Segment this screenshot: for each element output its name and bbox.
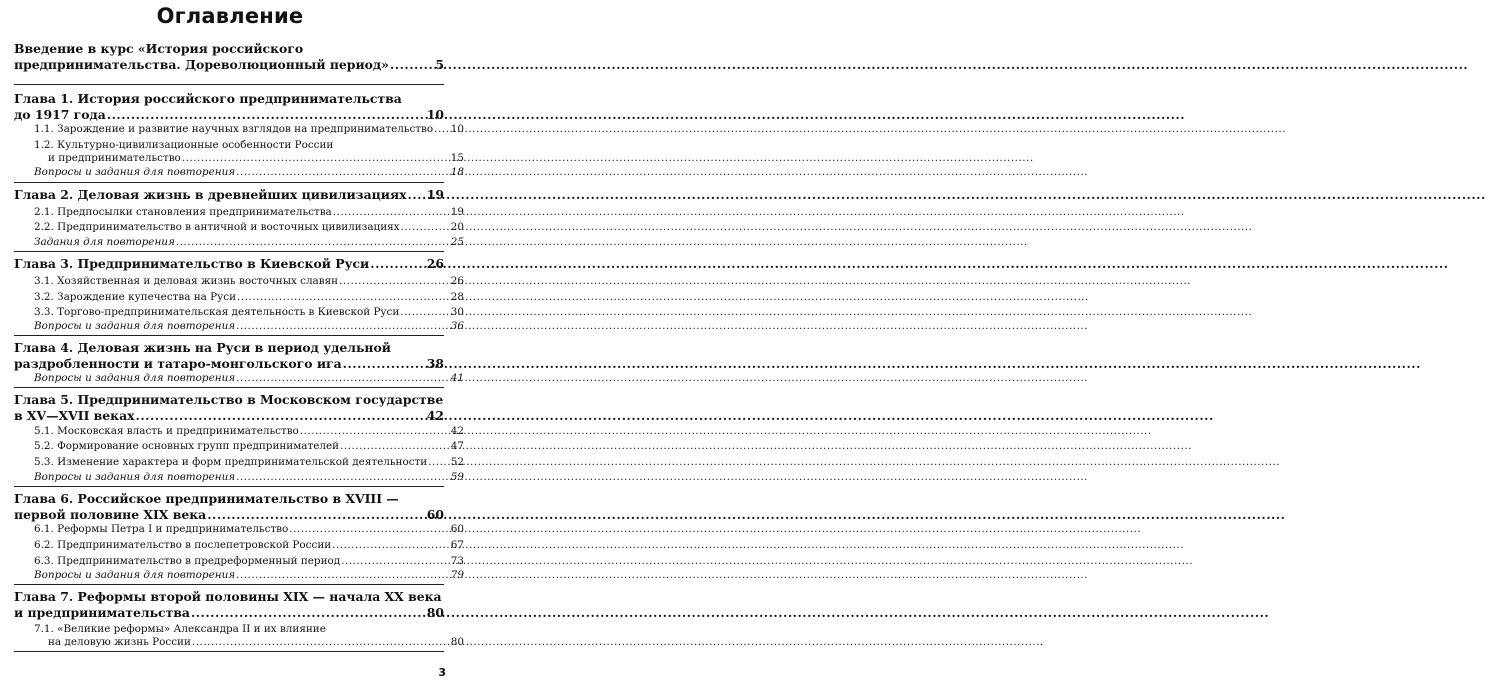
toc-section-3-3[interactable] [14,306,464,319]
dot-leader [176,236,450,249]
dot-leader [370,256,426,272]
toc-page-number: 28 [450,291,464,303]
toc-section-title: 2.2. Предпринимательство в античной и восточных цивилизациях [34,221,400,233]
dot-leader [236,471,450,484]
toc-section-3-1[interactable] [14,275,464,288]
toc-section-6-2[interactable] [14,539,464,552]
page-number: 3 [438,666,446,679]
toc-section-2-1[interactable] [14,206,464,219]
toc-chapter-3[interactable] [14,256,444,272]
toc-entry-title: Введение в курс «История российского [14,41,304,56]
dot-leader [408,187,426,203]
dot-leader [341,555,450,568]
toc-section-2-2[interactable] [14,221,464,234]
toc-section-title: 3.2. Зарождение купечества на Руси [34,291,237,303]
dot-leader [343,356,426,372]
toc-page-number: 10 [450,123,464,135]
dot-leader [434,123,450,136]
page-title: Оглавление [156,4,304,28]
toc-section-6-3[interactable] [14,555,464,568]
toc-chapter-title-cont: до 1917 года [14,106,106,122]
toc-review-questions-5[interactable] [14,471,464,484]
toc-section-5-2[interactable] [14,440,464,453]
toc-page-number: 36 [450,320,464,332]
toc-chapter-2[interactable] [14,187,444,203]
toc-chapter-title: Глава 3. Предпринимательство в Киевской Руси [14,256,370,271]
toc-review-questions-1[interactable] [14,166,464,179]
dot-leader [339,275,450,288]
toc-chapter-title: Глава 4. Деловая жизнь на Руси в период удельной [14,340,391,355]
toc-chapter-4[interactable] [14,340,444,371]
toc-page-number: 79 [450,569,464,581]
toc-review-questions-3[interactable] [14,320,464,333]
toc-page-number: 60 [426,506,444,522]
toc-section-5-3[interactable] [14,456,464,469]
dot-leader [390,57,434,73]
toc-section-title: 3.3. Торгово-предпринимательская деятельность в Киевской Руси [34,306,400,318]
dot-leader [300,425,450,438]
toc-page-number: 73 [450,555,464,567]
toc-section-title-cont: и предпринимательство [48,151,181,164]
dot-leader [236,569,450,582]
separator [14,182,444,183]
toc-page-number: 59 [450,471,464,483]
toc-chapter-title: Глава 2. Деловая жизнь в древнейших цивилизациях [14,187,407,202]
separator [14,251,444,252]
toc-review-questions-2[interactable] [14,236,464,249]
dot-leader [207,507,426,523]
toc-review-title: Вопросы и задания для повторения [34,372,236,384]
toc-chapter-title-cont: и предпринимательства [14,604,190,620]
toc-section-title: 6.1. Реформы Петра I и предпринимательство [34,523,289,535]
toc-section-title: 5.3. Изменение характера и форм предпринимательской деятельности [34,456,428,468]
toc-section-title: 2.1. Предпосылки становления предпринимательства [34,206,332,218]
dot-leader [136,408,426,424]
toc-page-number: 19 [450,206,464,218]
dot-leader [236,372,450,385]
toc-section-7-1[interactable] [14,623,464,649]
toc-chapter-title: Глава 5. Предпринимательство в Московском государстве [14,392,444,407]
toc-page-number: 26 [426,256,444,271]
toc-section-title: 6.3. Предпринимательство в предреформенный период [34,555,341,567]
toc-page-number: 42 [450,425,464,437]
toc-page-number: 20 [450,221,464,233]
toc-review-title: Вопросы и задания для повторения [34,569,236,581]
toc-page-number: 38 [426,355,444,371]
toc-chapter-title-cont: в XV—XVII веках [14,407,135,423]
dot-leader [332,539,450,552]
dot-leader [340,440,450,453]
toc-chapter-5[interactable] [14,392,444,423]
toc-section-3-2[interactable] [14,291,464,304]
toc-chapter-7[interactable] [14,589,444,620]
toc-entry-intro[interactable] [14,41,444,72]
separator [14,335,444,336]
dot-leader [237,291,450,304]
dot-leader [428,456,450,469]
toc-section-title: 1.2. Культурно-цивилизационные особенности России [34,139,334,151]
toc-page-number: 15 [450,151,464,164]
toc-review-title: Вопросы и задания для повторения [34,166,236,178]
toc-page-number: 18 [450,166,464,178]
toc-page-number: 10 [426,106,444,122]
toc-review-questions-4[interactable] [14,372,464,385]
toc-chapter-title-cont: первой половине XIX века [14,506,207,522]
toc-section-6-1[interactable] [14,523,464,536]
toc-section-title: 3.1. Хозяйственная и деловая жизнь восточных славян [34,275,339,287]
toc-section-title: 7.1. «Великие реформы» Александра II и их влияние [34,623,326,635]
dot-leader [401,221,450,234]
toc-section-title: 1.1. Зарождение и развитие научных взглядов на предпринимательство [34,123,434,135]
toc-chapter-title: Глава 7. Реформы второй половины XIX — начала XX века [14,589,442,604]
toc-chapter-title: Глава 6. Российское предпринимательство в XVIII — [14,491,399,506]
dot-leader [192,636,450,649]
toc-section-title: 5.2. Формирование основных групп предпринимателей [34,440,340,452]
toc-review-title: Вопросы и задания для повторения [34,320,236,332]
toc-section-title: 6.2. Предпринимательство в послепетровской России [34,539,332,551]
toc-page-number: 42 [426,407,444,423]
toc-section-5-1[interactable] [14,425,464,438]
toc-page-number: 80 [426,604,444,620]
toc-page-number: 26 [450,275,464,287]
toc-page-number: 80 [450,635,464,648]
toc-chapter-title: Глава 1. История российского предпринимательства [14,91,402,106]
dot-leader [236,166,450,179]
toc-chapter-1[interactable] [14,91,444,122]
dot-leader [236,320,450,333]
toc-section-title: 5.1. Московская власть и предпринимательство [34,425,299,437]
separator [14,584,444,585]
toc-review-questions-6[interactable] [14,569,464,582]
dot-leader [191,605,426,621]
toc-page-number: 19 [426,187,444,202]
toc-chapter-6[interactable] [14,491,444,522]
toc-page-number: 67 [450,539,464,551]
dot-leader [400,306,449,319]
toc-page-number: 47 [450,440,464,452]
toc-entry-title-cont: предпринимательства. Дореволюционный период» [14,56,389,72]
separator [14,486,444,487]
separator [14,387,444,388]
dot-leader [289,523,449,536]
toc-page-number: 60 [450,523,464,535]
toc-section-1-1[interactable] [14,123,464,136]
separator [14,84,444,85]
dot-leader [107,107,426,123]
toc-review-title: Задания для повторения [34,236,175,248]
toc-chapter-title-cont: раздробленности и татаро-монгольского ига [14,355,342,371]
toc-page-number: 41 [450,372,464,384]
toc-section-1-2[interactable] [14,139,464,165]
separator [14,651,444,652]
toc-page-number: 5 [435,56,444,72]
toc-page-number: 30 [450,306,464,318]
toc-review-title: Вопросы и задания для повторения [34,471,236,483]
dot-leader [333,206,450,219]
toc-page-number: 52 [450,456,464,468]
toc-page [0,0,464,684]
toc-section-title-cont: на деловую жизнь России [48,635,191,648]
toc-page-number: 25 [450,236,464,248]
dot-leader [182,152,450,165]
